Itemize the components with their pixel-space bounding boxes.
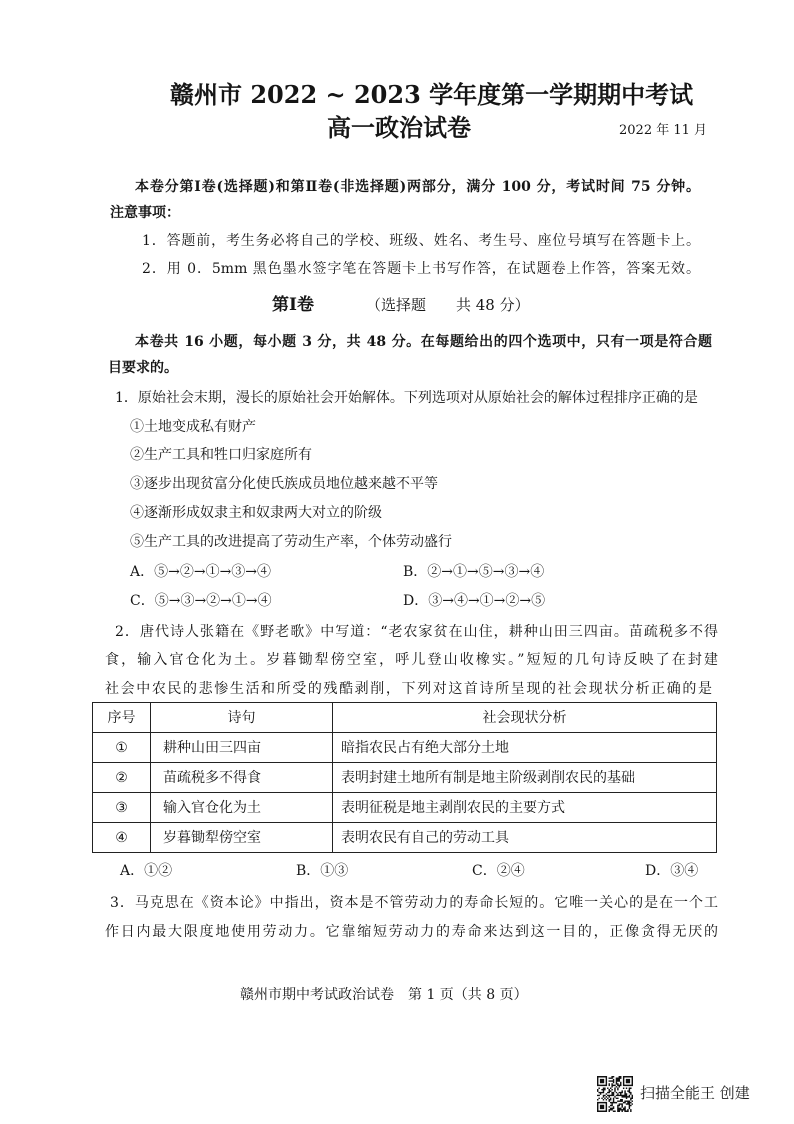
question-1-item: ⑤生产工具的改进提高了劳动生产率，个体劳动盛行 [130,534,452,550]
table-row [93,733,717,763]
table-cell: 耕种山田三四亩 [151,733,333,763]
section-instructions: 目要求的。 [108,360,178,376]
question-1-item: ①土地变成私有财产 [130,419,256,435]
table-cell: 输入官仓化为土 [151,793,333,823]
question-2-option-c: C．②④ [472,863,525,879]
question-1-option-c: C．⑤→③→②→①→④ [130,593,272,609]
exam-subtitle: 高一政治试卷 [327,113,471,142]
question-1-option-d: D．③→④→①→②→⑤ [403,593,546,609]
table-cell: 表明封建土地所有制是地主阶级剥削农民的基础 [333,763,717,793]
table-header: 诗句 [151,703,333,733]
table-cell: ① [93,733,151,763]
table-row [93,763,717,793]
table-header: 社会现状分析 [333,703,717,733]
table-cell: 表明征税是地主剥削农民的主要方式 [333,793,717,823]
table-cell: ③ [93,793,151,823]
table-cell: ② [93,763,151,793]
section-subtitle: （选择题 共 48 分） [366,296,530,314]
table-cell: 岁暮锄犁傍空室 [151,823,333,853]
notes-heading: 注意事项： [110,205,180,221]
section-title: 第Ⅰ卷 [272,295,314,315]
table-cell: 苗疏税多不得食 [151,763,333,793]
question-1-item: ②生产工具和牲口归家庭所有 [130,447,312,463]
question-2-option-b: B．①③ [296,863,349,879]
question-3-stem: 3．马克思在《资本论》中指出，资本是不管劳动力的寿命长短的。它唯一关心的是在一个工 [110,895,718,911]
table-row [93,793,717,823]
question-2-stem: 食，输入官仓化为土。岁暮锄犁傍空室，呼儿登山收橡实。”短短的几句诗反映了在封建 [105,652,718,668]
question-3-stem: 作日内最大限度地使用劳动力。它靠缩短劳动力的寿命来达到这一目的，正像贪得无厌的 [105,924,718,940]
exam-date: 2022 年 11 月 [619,123,708,138]
table-cell: ④ [93,823,151,853]
question-2-option-d: D．③④ [645,863,699,879]
exam-title: 赣州市 2022 ~ 2023 学年度第一学期期中考试 [170,80,694,109]
qr-code [597,1076,633,1112]
question-2-stem: 社会中农民的悲惨生活和所受的残酷剥削，下列对这首诗所呈现的社会现状分析正确的是 [105,681,712,697]
table-header-row [93,703,717,733]
question-1-option-a: A．⑤→②→①→③→④ [130,564,272,580]
note-item: 2．用 0．5mm 黑色墨水签字笔在答题卡上书写作答，在试题卷上作答，答案无效。 [142,261,700,277]
table-row [93,823,717,853]
table-header: 序号 [93,703,151,733]
question-1-option-b: B．②→①→⑤→③→④ [403,564,545,580]
exam-intro: 本卷分第Ⅰ卷(选择题)和第Ⅱ卷(非选择题)两部分，满分 100 分，考试时间 75 分钟。 [135,179,700,195]
question-1-item: ④逐渐形成奴隶主和奴隶两大对立的阶级 [130,505,382,521]
scanner-watermark: 扫描全能王 创建 [640,1084,750,1102]
note-item: 1．答题前，考生务必将自己的学校、班级、姓名、考生号、座位号填写在答题卡上。 [142,233,700,249]
section-instructions: 本卷共 16 小题，每小题 3 分，共 48 分。在每题给出的四个选项中，只有一项是符合题 [135,334,712,350]
question-1-item: ③逐步出现贫富分化使氏族成员地位越来越不平等 [130,476,438,492]
table-cell: 暗指农民占有绝大部分土地 [333,733,717,763]
question-2-option-a: A．①② [120,863,173,879]
poem-analysis-table [92,702,717,853]
question-2-stem: 2．唐代诗人张籍在《野老歌》中写道：“老农家贫在山住，耕种山田三四亩。苗疏税多不得 [115,624,718,640]
question-1-stem: 1．原始社会末期，漫长的原始社会开始解体。下列选项对从原始社会的解体过程排序正确的是 [115,390,698,406]
page-footer: 赣州市期中考试政治试卷 第 1 页（共 8 页） [240,987,528,1003]
table-cell: 表明农民有自己的劳动工具 [333,823,717,853]
